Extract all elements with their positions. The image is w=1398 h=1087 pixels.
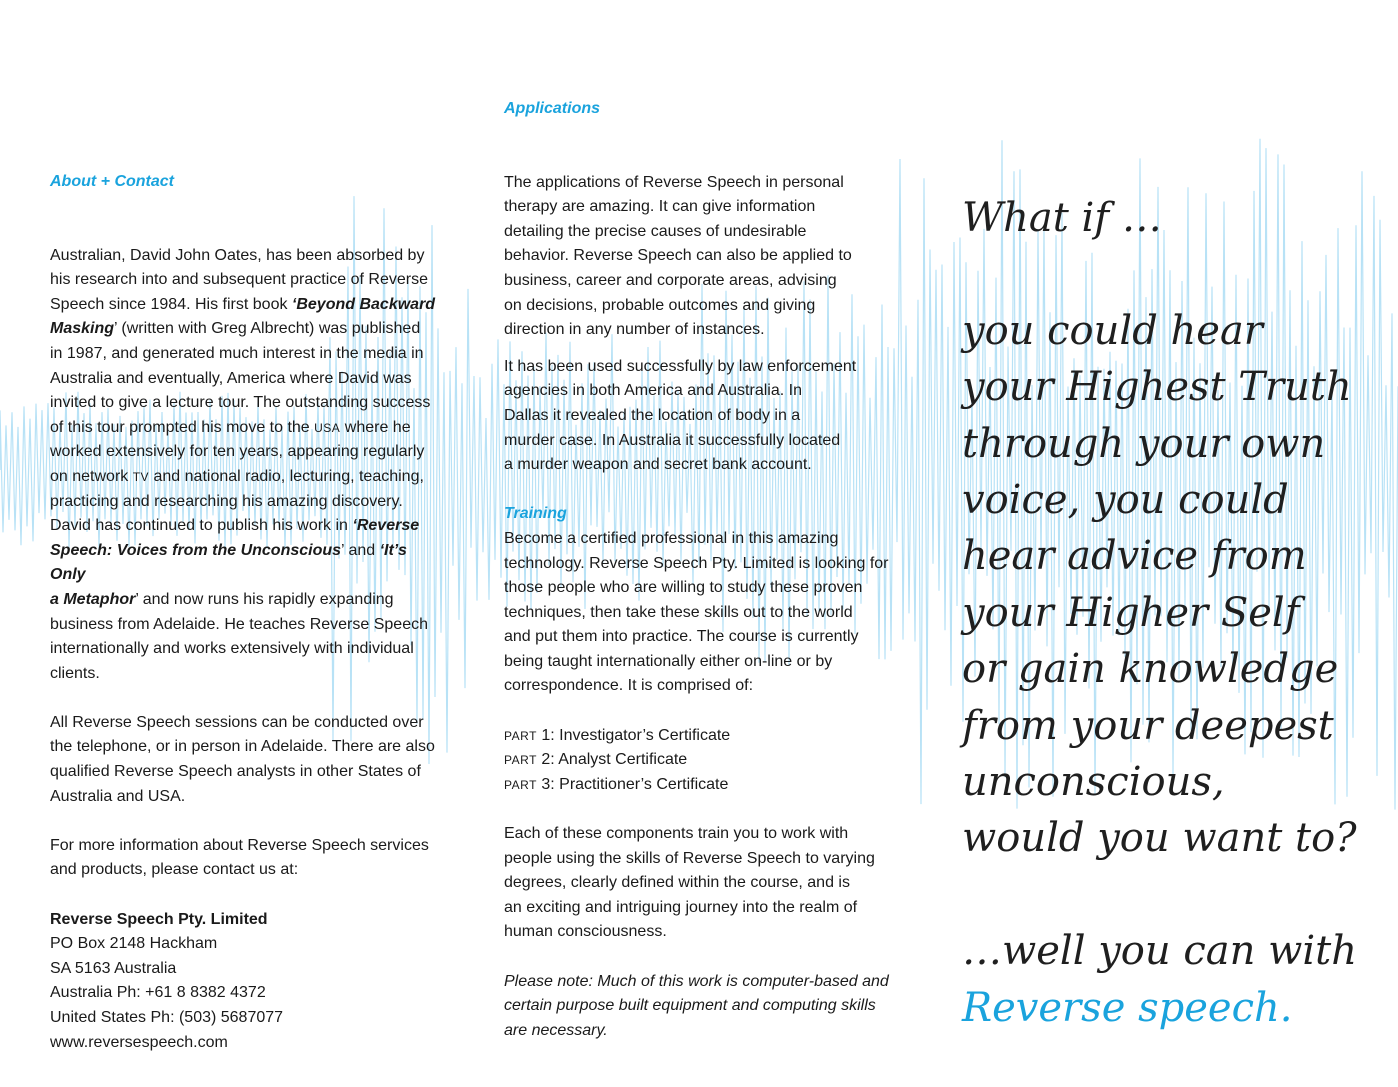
phone-united-states: United States Ph: (503) 5687077 <box>50 1009 284 1026</box>
website-link[interactable]: www.reversespeech.com <box>50 1033 228 1051</box>
applications-heading: Applications <box>504 100 601 117</box>
postal-address: PO Box 2148 Hackham <box>50 935 218 953</box>
tagline-line: you could hear <box>962 307 1263 354</box>
postal-state: SA 5163 Australia <box>50 959 177 977</box>
tagline-opening: What if … <box>962 195 1162 241</box>
book-title-its-only-a-metaphor: ‘It’s Only <box>50 541 407 584</box>
company-name: Reverse Speech Pty. Limited <box>50 910 268 928</box>
book-title-reverse-speech: ‘Reverse <box>352 517 420 535</box>
tagline-line: through your own <box>962 420 1326 467</box>
list-item: PART 1: Investigator’s Certificate <box>504 726 731 744</box>
tagline-line: or gain knowledge <box>962 646 1339 693</box>
phone-australia: Australia Ph: +61 8 8382 4372 <box>50 984 266 1002</box>
tagline-line: your Highest Truth <box>962 364 1352 411</box>
training-paragraph-2: Each of these components train you to work with people using the skills of Reverse Speech to varying degrees, clearly defined within the course, and is an exciting and intriguing journey into the realm of human consciousness. <box>504 825 875 941</box>
applications-paragraph-1: The applications of Reverse Speech in personal therapy are amazing. It can give information detailing the precise causes of undesirable behavior. Reverse Speech can also be applied to business, career and corporate areas, advising on decisions, probable outcomes and giving direction in any number of instances. <box>504 173 852 339</box>
tagline-line: would you want to? <box>962 815 1357 862</box>
applications-paragraph-2: It has been used successfully by law enforcement agencies in both America and Australia. In Dallas it revealed the location of body in a murder case. In Australia it successfully located a murder weapon and secret bank account. <box>504 357 857 474</box>
tagline-line: your Higher Self <box>962 589 1300 636</box>
tagline-line: hear advice from <box>962 533 1307 580</box>
tagline-panel <box>962 190 1392 1036</box>
tagline-brand: Reverse speech. <box>962 984 1293 1031</box>
list-item: PART 2: Analyst Certificate <box>504 751 688 769</box>
training-paragraph-1: Become a certified professional in this amazing technology. Reverse Speech Pty. Limited is looking for those people who are willing to study these proven techniques, then take these skills out to the world and put them into practice. The course is currently being taught internationally either on-line or by correspondence. It is comprised of: <box>504 529 889 695</box>
about-sessions-paragraph: All Reverse Speech sessions can be conducted over the telephone, or in person in Adelaide. There are also qualified Reverse Speech analysts in other States of Australia and USA. <box>50 713 435 805</box>
applications-training-column <box>504 97 889 1043</box>
tagline-line: unconscious, <box>962 759 1225 806</box>
about-more-info-paragraph: For more information about Reverse Speech services and products, please contact us at: <box>50 836 429 879</box>
training-note: Please note: Much of this work is computer-based and certain purpose built equipment and computing skills are necessary. <box>504 972 889 1039</box>
list-item: PART 3: Practitioner’s Certificate <box>504 775 729 793</box>
tagline-line: from your deepest <box>962 702 1334 749</box>
about-bio-paragraph: Australian, David John Oates, has been absorbed by his research into and subsequent practice of Reverse Speech since 1984. His first book ‘Beyond Backward Masking’ (written with Greg Albrecht) was published in 1987, and generated much interest in the media in Australia and eventually, America where David was invited to give a lecture tour. The outstanding success of this tour prompted his move to the USA where he worked extensively for ten years, appearing regularly on network TV and national radio, lecturing, teaching, practicing and researching his amazing discovery. David has continued to publish his work in ‘Reverse Speech: Voices from the Unconscious’ and ‘It’s Only a Metaphor’ and now runs his rapidly expanding business from Adelaide. He teaches Reverse Speech internationally and works extensively with individual clients. <box>50 246 436 682</box>
about-contact-column <box>50 170 440 1055</box>
tagline-line: voice, you could <box>962 477 1289 524</box>
contact-block <box>50 908 440 1056</box>
book-title-beyond-backward-masking: ‘Beyond Backward <box>291 295 436 313</box>
training-heading: Training <box>504 505 567 523</box>
tagline-closing: …well you can with <box>962 928 1357 975</box>
training-parts-list <box>504 724 889 798</box>
about-contact-heading: About + Contact <box>50 173 174 190</box>
